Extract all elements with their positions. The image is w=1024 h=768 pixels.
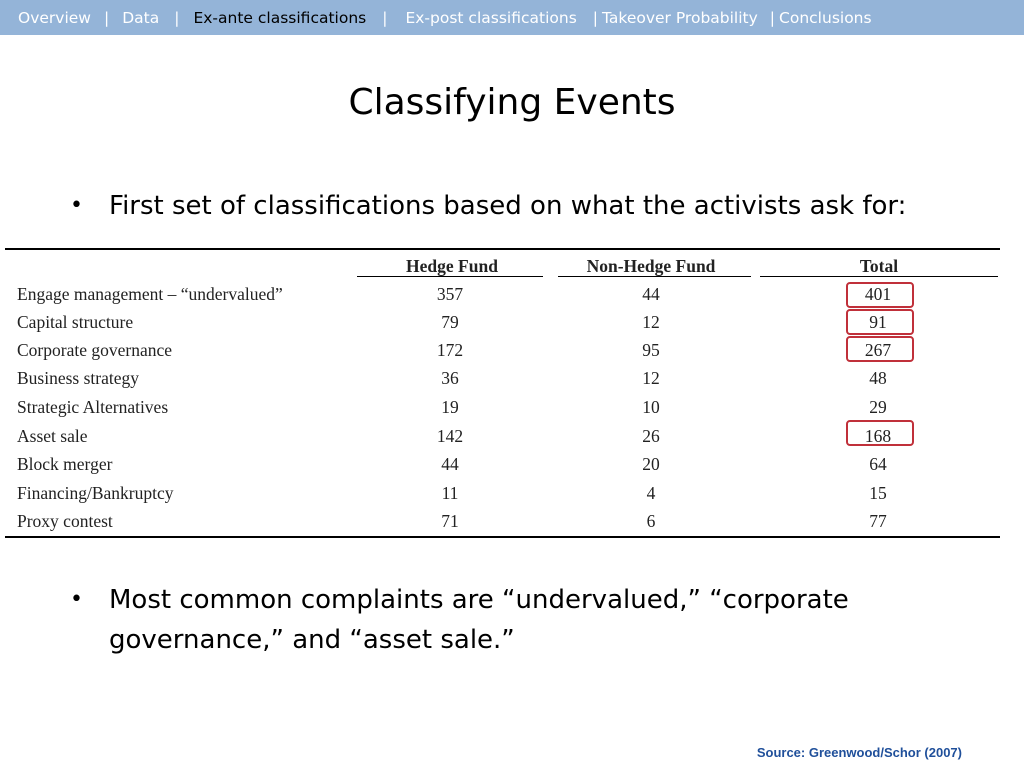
cell-non-hedge-fund: 12	[642, 312, 660, 332]
cell-total: 29	[869, 397, 887, 417]
cell-hedge-fund: 36	[441, 368, 459, 388]
row-label: Proxy contest	[17, 511, 113, 531]
table-row	[5, 481, 1000, 509]
bullet-dot-icon: •	[70, 193, 83, 218]
cell-total: 401	[864, 284, 892, 304]
nav-separator: |	[103, 8, 110, 27]
highlight-box-asset-sale	[846, 420, 914, 446]
row-label: Strategic Alternatives	[17, 397, 169, 417]
row-label: Asset sale	[17, 426, 88, 446]
cell-non-hedge-fund: 12	[642, 368, 660, 388]
nav-data[interactable]: Data	[122, 8, 160, 27]
column-rule	[760, 276, 998, 277]
nav-separator: |	[174, 8, 180, 27]
bullet-point	[70, 186, 970, 226]
cell-hedge-fund: 44	[441, 454, 459, 474]
column-header-hedge-fund: Hedge Fund	[406, 256, 498, 276]
cell-total: 168	[864, 426, 892, 446]
cell-total: 64	[869, 454, 887, 474]
nav-ex-ante-classifications[interactable]: Ex-ante classifications	[193, 8, 367, 27]
bullet-point	[70, 580, 970, 660]
nav-conclusions[interactable]: Conclusions	[779, 8, 872, 27]
highlight-box-capital-structure	[846, 309, 914, 335]
nav-overview[interactable]: Overview	[18, 8, 91, 27]
bullet-text: First set of classifications based on what the activists ask for:	[109, 191, 907, 221]
highlight-box-corporate-governance	[846, 336, 914, 362]
column-header-total: Total	[859, 256, 899, 276]
column-header-non-hedge-fund: Non-Hedge Fund	[586, 256, 716, 276]
column-rule	[357, 276, 543, 277]
nav-ex-post-classifications[interactable]: Ex-post classifications	[405, 8, 577, 27]
cell-non-hedge-fund: 95	[642, 340, 660, 360]
cell-total: 267	[864, 340, 892, 360]
cell-non-hedge-fund: 10	[642, 397, 660, 417]
row-label: Engage management – “undervalued”	[17, 284, 283, 304]
cell-hedge-fund: 71	[441, 511, 459, 531]
row-label: Business strategy	[17, 368, 140, 388]
cell-total: 48	[869, 368, 887, 388]
cell-non-hedge-fund: 20	[642, 454, 660, 474]
cell-hedge-fund: 79	[441, 312, 459, 332]
cell-hedge-fund: 19	[441, 397, 459, 417]
table-row	[5, 452, 1000, 480]
cell-non-hedge-fund: 6	[646, 511, 656, 531]
cell-hedge-fund: 11	[441, 483, 459, 503]
row-label: Financing/Bankruptcy	[17, 483, 174, 503]
highlight-box-undervalued	[846, 282, 914, 308]
cell-total: 77	[869, 511, 887, 531]
source-citation: Source: Greenwood/Schor (2007)	[756, 745, 962, 760]
slide-title: Classifying Events	[348, 82, 676, 123]
cell-non-hedge-fund: 26	[642, 426, 660, 446]
table-top-rule	[5, 248, 1000, 250]
nav-takeover-probability[interactable]: Takeover Probability	[602, 8, 758, 27]
top-nav-bar	[0, 0, 1024, 35]
bullet-dot-icon: •	[70, 587, 83, 612]
cell-non-hedge-fund: 44	[642, 284, 660, 304]
table-row	[5, 395, 1000, 423]
classification-table	[5, 248, 1002, 540]
cell-total: 91	[869, 312, 887, 332]
cell-hedge-fund: 142	[436, 426, 464, 446]
nav-separator: |	[769, 8, 776, 27]
cell-hedge-fund: 172	[436, 340, 464, 360]
row-label: Block merger	[17, 454, 113, 474]
nav-separator: |	[382, 8, 388, 27]
table-row	[5, 509, 1000, 537]
row-label: Corporate governance	[17, 340, 172, 360]
row-label: Capital structure	[17, 312, 134, 332]
cell-hedge-fund: 357	[436, 284, 464, 304]
nav-separator: |	[592, 8, 598, 27]
cell-total: 15	[869, 483, 887, 503]
column-rule	[558, 276, 751, 277]
bullet-text: Most common complaints are “undervalued,” “corporate governance,” and “asset sale.”	[109, 585, 849, 655]
cell-non-hedge-fund: 4	[646, 483, 656, 503]
table-bottom-rule	[5, 536, 1000, 538]
table-row	[5, 366, 1000, 394]
